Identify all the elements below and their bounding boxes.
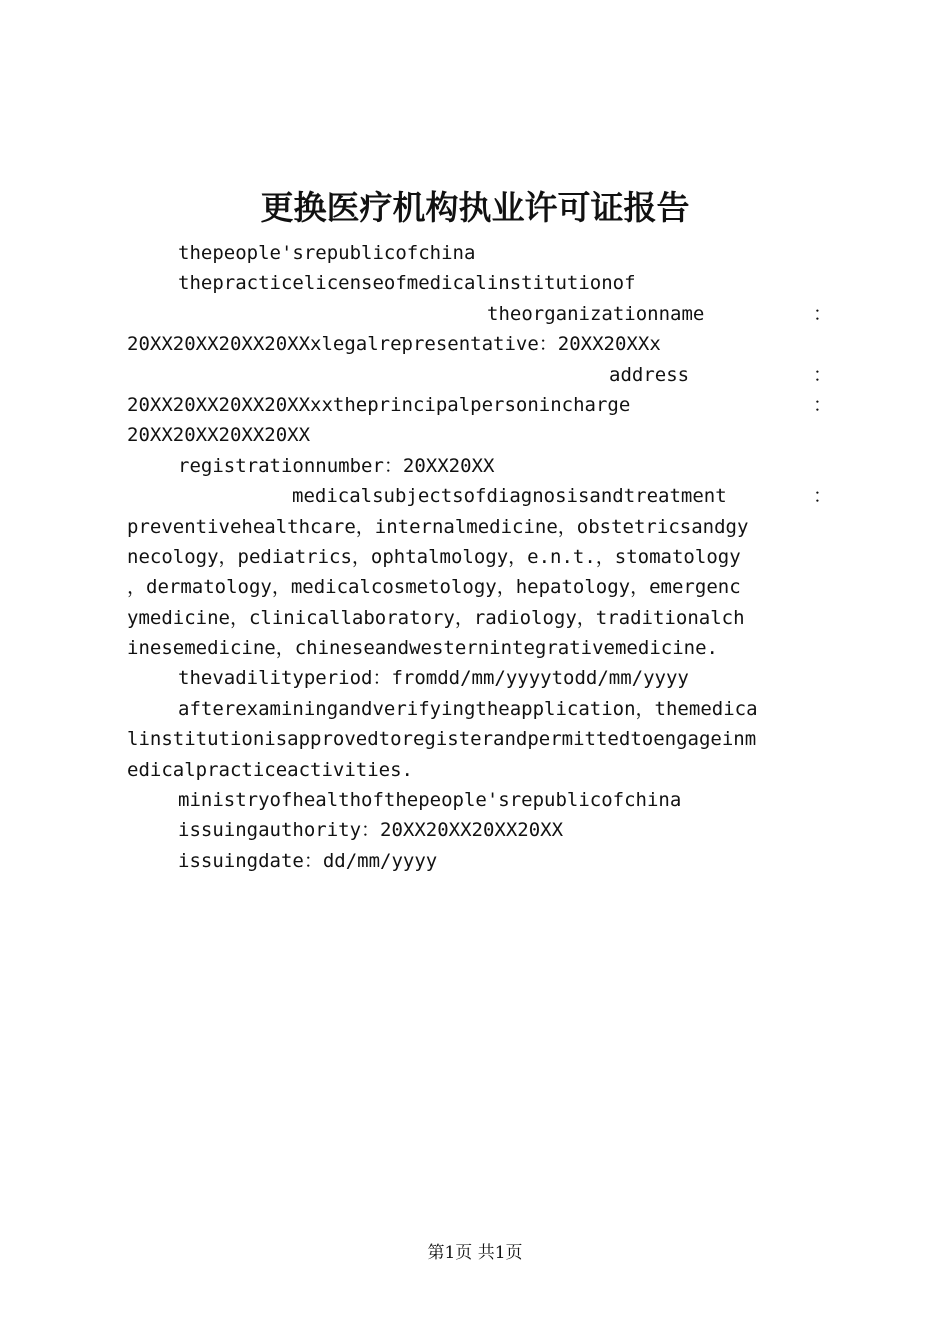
text-line-approval-2: linstitutionisapprovedtoregisterandpermittedtoengageinm	[127, 728, 757, 751]
text-line-approval-1: afterexaminingandverifyingtheapplication，themedica	[178, 697, 758, 720]
address-label: address	[609, 363, 690, 386]
text-line-address	[127, 360, 832, 390]
text-line-legal-representative: 20XX20XX20XX20XXxlegalrepresentative：20XX20XXx	[127, 333, 661, 356]
text-line-subjects-3: ，dermatology，medicalcosmetology，hepatology，emergenc	[127, 576, 741, 599]
text-line-principal-person-value: 20XX20XX20XX20XX	[127, 424, 311, 447]
text-line-principal-person	[127, 390, 832, 420]
text-line-organization-name	[127, 299, 832, 329]
text-line-approval-3: edicalpracticeactivities.	[127, 758, 413, 781]
text-line-medical-subjects	[127, 481, 832, 511]
text-line-issuing-date: issuingdate：dd/mm/yyyy	[178, 849, 438, 872]
text-line-license-heading: thepracticelicenseofmedicalinstitutionof	[178, 272, 636, 295]
text-line-ministry: ministryofhealthofthepeople'srepublicofchina	[178, 789, 682, 812]
text-line-subjects-2: necology，pediatrics，ophtalmology，e.n.t.，stomatology	[127, 545, 741, 568]
text-line-country: thepeople'srepublicofchina	[178, 242, 476, 264]
principal-person-colon: ：	[812, 393, 832, 416]
organization-name-label: theorganizationname	[487, 302, 705, 325]
organization-name-colon: ：	[812, 302, 832, 325]
text-line-subjects-4: ymedicine，clinicallaboratory，radiology，traditionalch	[127, 606, 745, 629]
medical-subjects-label: medicalsubjectsofdiagnosisandtreatment	[292, 485, 727, 508]
page-footer: 第1页 共1页	[427, 1243, 523, 1263]
text-line-subjects-5: inesemedicine，chineseandwesternintegrativemedicine.	[127, 637, 718, 660]
text-line-subjects-1: preventivehealthcare，internalmedicine，obstetricsandgy	[127, 515, 749, 538]
address-colon: ：	[812, 363, 832, 386]
text-line-issuing-authority: issuingauthority：20XX20XX20XX20XX	[178, 819, 564, 842]
principal-person-label: 20XX20XX20XX20XXxxtheprincipalpersonincharge	[127, 393, 631, 416]
text-line-validity-period: thevadilityperiod：fromdd/mm/yyyytodd/mm/yyyy	[178, 667, 689, 690]
document-body	[127, 238, 832, 876]
document-title: 更换医疗机构执业许可证报告	[260, 188, 690, 227]
medical-subjects-colon: ：	[812, 485, 832, 508]
text-line-registration-number: registrationnumber：20XX20XX	[178, 454, 495, 477]
